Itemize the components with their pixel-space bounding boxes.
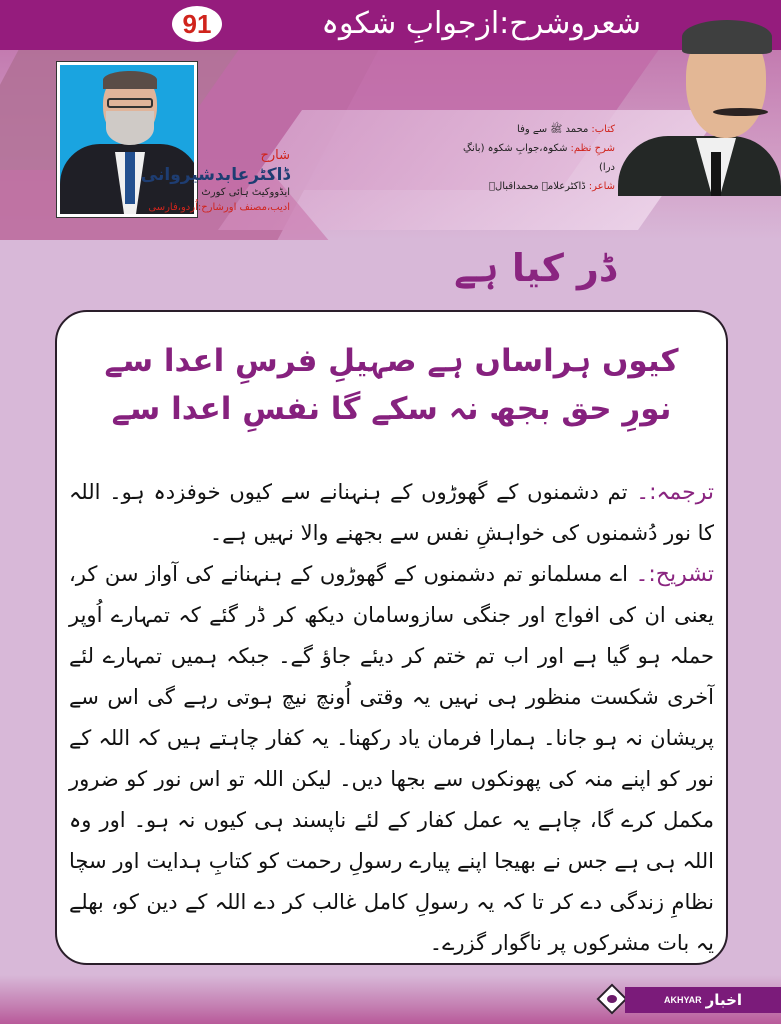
poet-row <box>455 177 615 196</box>
portrait-moustache <box>713 108 768 116</box>
explanation-paragraph <box>69 554 714 964</box>
poet-value: ڈاکٹرعلامہ محمداقبالؒ <box>488 181 586 192</box>
photo-glasses <box>107 98 153 108</box>
translation-text: تم دشمنوں کے گھوڑوں کے ہنہنانے سے کیوں خوفزدہ ہو۔ اللہ کا نور دُشمنوں کی خواہشِ نفس سے بجھنے والا نہیں ہے۔ <box>69 480 714 545</box>
poem-label: شرحِ نظم: <box>570 143 615 154</box>
commentator-role: شارح <box>260 148 290 163</box>
body-text <box>69 472 714 964</box>
commentator-subtitle: ادیب،مصنف اورشارح:اُردو،فارسی <box>148 202 290 213</box>
commentator-info <box>130 148 290 216</box>
commentator-name: ڈاکٹرعابدشیروانی <box>140 165 290 185</box>
explanation-text: اے مسلمانو تم دشمنوں کے گھوڑوں کے ہنہنانے کی آواز سن کر، یعنی ان کی افواج اور جنگی سازوسامان دیکھ کر ڈر گئے کہ تمہارے اُوپر حملہ ہو گیا ہے اور اب تم ختم کر دیئے جاؤ گے۔ جبکہ ہمیں تمہارے لئے آخری شکست منظور ہی نہیں یہ وقتی اُونچ نیچ ہوتی رہے گی اس سے پریشان نہ ہو جانا۔ ہمارا فرمان یاد رکھنا۔ یہ کفار چاہتے ہیں کہ اللہ کے نور کو اپنے منہ کی پھونکوں سے بجھا دیں۔ لیکن اللہ تو اس نور کو ضرور مکمل کرے گا، چاہے یہ عمل کفار کے لئے ناپسند ہی کیوں نہ ہو۔ اور وہ اللہ ہی ہے جس نے بھیجا اپنے پیارے رسولِ رحمت کو کتابِ ہدایت اور سچا نظامِ زندگی دے کر تا کہ یہ رسولِ کامل غالب کر دے اللہ کے دین کو، بھلے یہ بات مشرکوں پر ناگوار گزرے۔ <box>69 562 714 955</box>
verse <box>57 337 726 433</box>
content-card <box>55 310 728 965</box>
translation-label: ترجمہ:۔ <box>636 480 714 505</box>
logo-latin-text: AKHYAR <box>663 995 702 1005</box>
book-row <box>455 120 615 139</box>
poem-value: شکوہ،جوابِ شکوہ (بانگِ درا) <box>463 143 615 173</box>
commentator-title: ایڈووکیٹ ہائی کورٹ <box>201 187 290 198</box>
portrait-hair <box>682 20 772 54</box>
poet-label: شاعر: <box>588 181 615 192</box>
page-header-title: شعروشرح:ازجوابِ شکوہ <box>321 6 641 41</box>
book-value: محمد ﷺ سے وفا <box>517 124 589 135</box>
logo-urdu-text: اخبار <box>705 991 743 1009</box>
poem-row <box>455 139 615 177</box>
verse-line-1: کیوں ہراساں ہے صہیلِ فرسِ اعدا سے <box>104 343 679 379</box>
poet-portrait <box>618 8 781 196</box>
main-heading: ڈر کیا ہے <box>454 246 616 290</box>
photo-beard <box>106 111 154 145</box>
episode-number-badge: 91 <box>172 6 222 42</box>
publisher-logo <box>625 987 781 1013</box>
book-label: کتاب: <box>591 124 615 135</box>
translation-paragraph <box>69 472 714 554</box>
book-info <box>455 120 615 196</box>
logo-eye-icon <box>605 993 619 1005</box>
portrait-tie <box>711 152 721 196</box>
verse-line-2: نورِ حق بجھ نہ سکے گا نفسِ اعدا سے <box>111 391 672 427</box>
photo-hair <box>103 71 157 89</box>
explanation-label: تشریح:۔ <box>635 562 715 587</box>
